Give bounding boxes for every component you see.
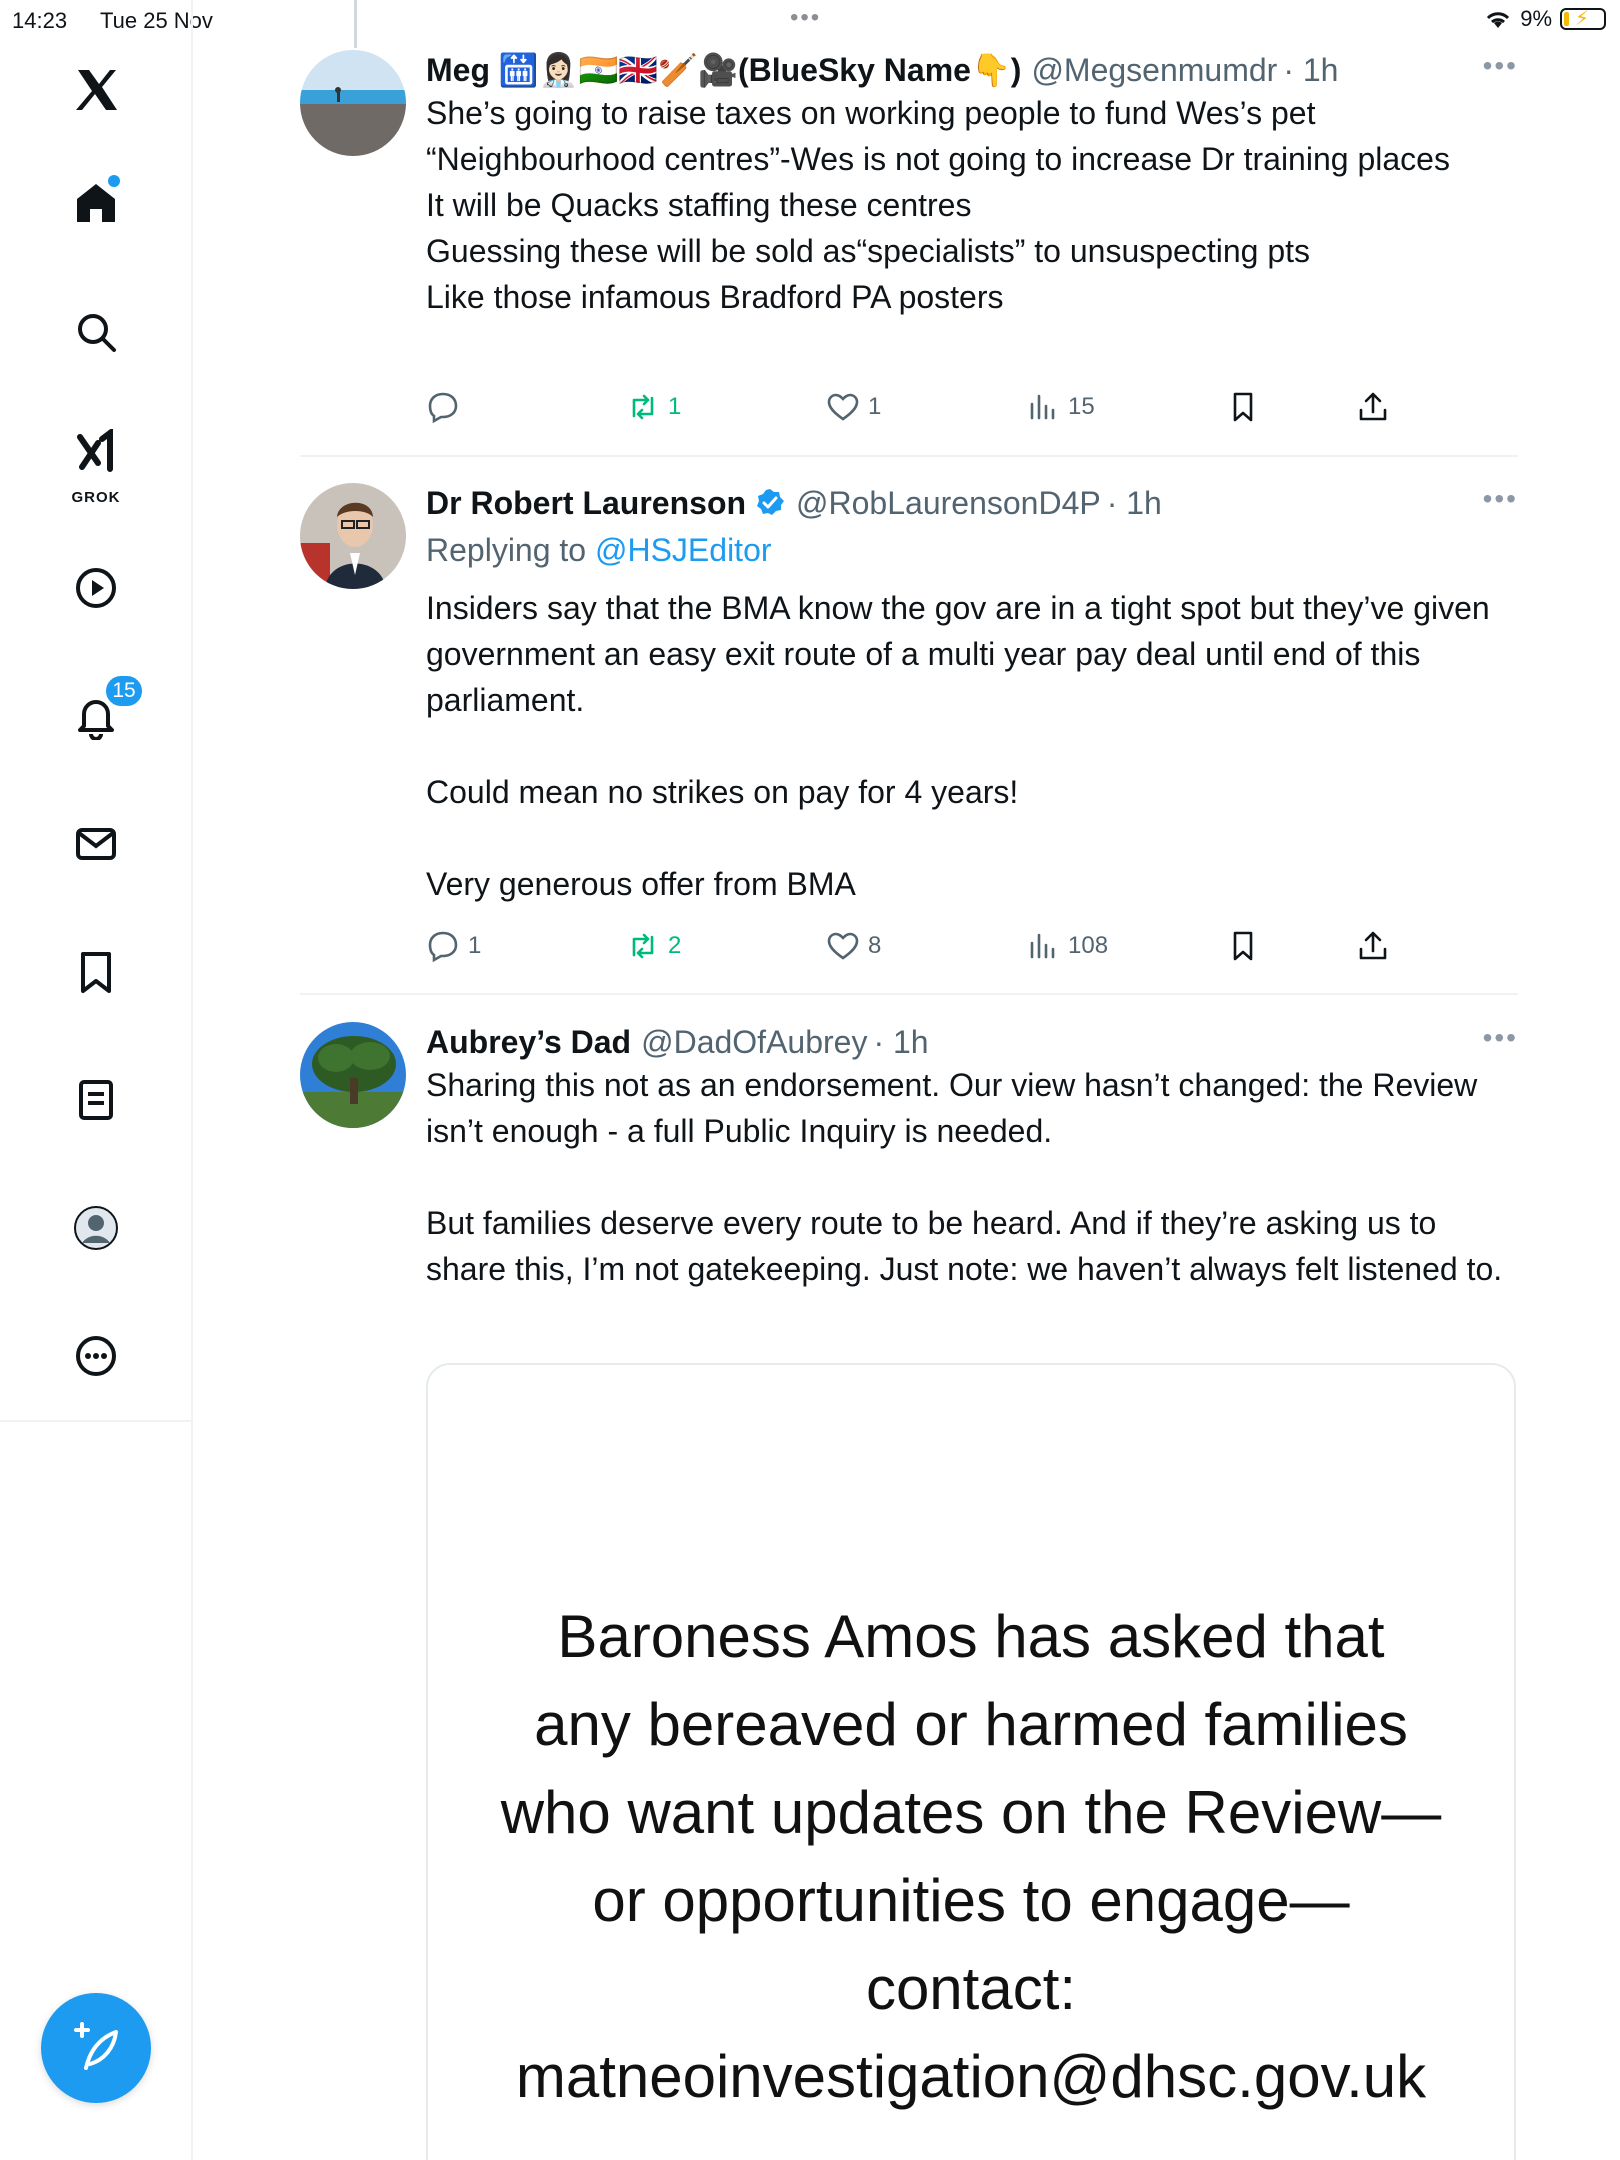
heart-icon — [826, 929, 860, 963]
tweet-actions — [426, 390, 1426, 438]
handle[interactable]: @Megsenmumdr — [1031, 52, 1278, 88]
bookmark-button[interactable] — [1226, 929, 1260, 963]
battery-percent: 9% — [1520, 6, 1552, 31]
home-icon[interactable] — [56, 163, 136, 243]
like-count: 8 — [868, 932, 882, 959]
repost-icon — [626, 929, 660, 963]
multitasking-dots-icon[interactable]: ••• — [790, 4, 822, 31]
tweet-divider — [300, 993, 1518, 995]
views-icon — [1026, 390, 1060, 424]
status-date: Tue 25 Nov — [100, 8, 213, 33]
notifications-badge: 15 — [104, 674, 144, 708]
like-count: 1 — [868, 393, 882, 420]
views-icon — [1026, 929, 1060, 963]
tweet[interactable] — [300, 483, 1518, 983]
heart-icon — [826, 390, 860, 424]
share-icon — [1356, 929, 1390, 963]
more-options-icon[interactable]: ••• — [1482, 50, 1518, 81]
bookmarks-icon[interactable] — [56, 932, 136, 1012]
grok-icon[interactable] — [56, 418, 136, 508]
repost-count: 1 — [668, 393, 682, 420]
new-posts-dot — [108, 175, 120, 187]
battery-icon: ⚡ — [1560, 8, 1606, 30]
display-name[interactable]: Dr Robert Laurenson — [426, 485, 747, 521]
avatar[interactable] — [300, 1022, 406, 1128]
display-name[interactable]: Meg 🛗👩🏻‍⚕️🇮🇳🇬🇧🏏🎥(BlueSky Name👇) — [426, 52, 1022, 88]
more-options-icon[interactable]: ••• — [1482, 483, 1518, 514]
card-text: Baroness Amos has asked that any bereaved or harmed families who want updates on the Review— or opportunities to engage— contact: matneoinvestigation@dhsc.gov.uk — [500, 1603, 1442, 2110]
replying-to-prefix: Replying to — [426, 532, 595, 568]
tweet-text: Insiders say that the BMA know the gov are in a tight spot but they’ve given government an easy exit route of a multi year pay deal until end of this parliament. Could mean no strikes on pay for 4 years! Very generous offer from BMA — [426, 590, 1490, 902]
reply-button[interactable] — [426, 390, 468, 424]
grok-label: GROK — [71, 489, 121, 506]
tweet-actions — [426, 929, 1426, 977]
reply-count: 1 — [468, 932, 482, 959]
like-button[interactable] — [826, 390, 881, 424]
bookmark-icon — [1226, 929, 1260, 963]
display-name[interactable]: Aubrey’s Dad — [426, 1024, 632, 1060]
bookmark-button[interactable] — [1226, 390, 1260, 424]
views-button[interactable] — [1026, 929, 1108, 963]
tweet-text: She’s going to raise taxes on working people to fund Wes’s pet “Neighbourhood centres”-Wes is not going to increase Dr training places It will be Quacks staffing these centres Guessing these will be sold as“specialists” to unsuspecting pts Like those infamous Bradford PA posters — [426, 95, 1450, 315]
timestamp[interactable]: · 1h — [1106, 485, 1162, 521]
views-count: 15 — [1068, 393, 1095, 420]
profile-icon[interactable] — [56, 1188, 136, 1268]
reply-icon — [426, 390, 460, 424]
repost-button[interactable] — [626, 929, 681, 963]
status-right — [1484, 6, 1606, 32]
avatar[interactable] — [300, 50, 406, 156]
share-button[interactable] — [1356, 390, 1390, 424]
like-button[interactable] — [826, 929, 881, 963]
more-icon[interactable] — [56, 1316, 136, 1396]
messages-icon[interactable] — [56, 804, 136, 884]
reply-icon — [426, 929, 460, 963]
search-icon[interactable] — [56, 292, 136, 372]
verified-badge-icon — [754, 487, 786, 519]
tweet[interactable] — [300, 50, 1518, 450]
compose-icon — [68, 2020, 124, 2076]
notifications-icon[interactable] — [56, 676, 136, 756]
views-count: 108 — [1068, 932, 1109, 959]
repost-count: 2 — [668, 932, 682, 959]
repost-icon — [626, 390, 660, 424]
share-icon — [1356, 390, 1390, 424]
replying-to-link[interactable]: @HSJEditor — [594, 532, 772, 568]
x-logo-icon[interactable] — [56, 50, 136, 130]
bookmark-icon — [1226, 390, 1260, 424]
handle[interactable]: @RobLaurensonD4P — [796, 485, 1101, 521]
repost-button[interactable] — [626, 390, 681, 424]
handle[interactable]: @DadOfAubrey — [641, 1024, 868, 1060]
share-button[interactable] — [1356, 929, 1390, 963]
video-icon[interactable] — [56, 548, 136, 628]
sidebar — [0, 0, 193, 2160]
replying-to — [426, 527, 1518, 573]
media-card[interactable] — [426, 1363, 1516, 2160]
tweet-divider — [300, 455, 1518, 457]
sidebar-divider — [0, 1420, 193, 1422]
status-time: 14:23 — [12, 8, 68, 33]
lists-icon[interactable] — [56, 1060, 136, 1140]
wifi-icon — [1484, 8, 1512, 30]
compose-button[interactable] — [41, 1993, 151, 2103]
avatar[interactable] — [300, 483, 406, 589]
reply-button[interactable] — [426, 929, 481, 963]
more-options-icon[interactable]: ••• — [1482, 1022, 1518, 1053]
thread-line — [354, 0, 357, 48]
status-bar — [0, 0, 1620, 40]
timestamp[interactable]: · 1h — [873, 1024, 929, 1060]
timestamp[interactable]: · 1h — [1283, 52, 1339, 88]
tweet-text: Sharing this not as an endorsement. Our view hasn’t changed: the Review isn’t enough - a full Public Inquiry is needed. But families deserve every route to be heard. And if they’re asking us to share this, I’m not gatekeeping. Just note: we haven’t always felt listened to. — [426, 1067, 1503, 1287]
views-button[interactable] — [1026, 390, 1095, 424]
